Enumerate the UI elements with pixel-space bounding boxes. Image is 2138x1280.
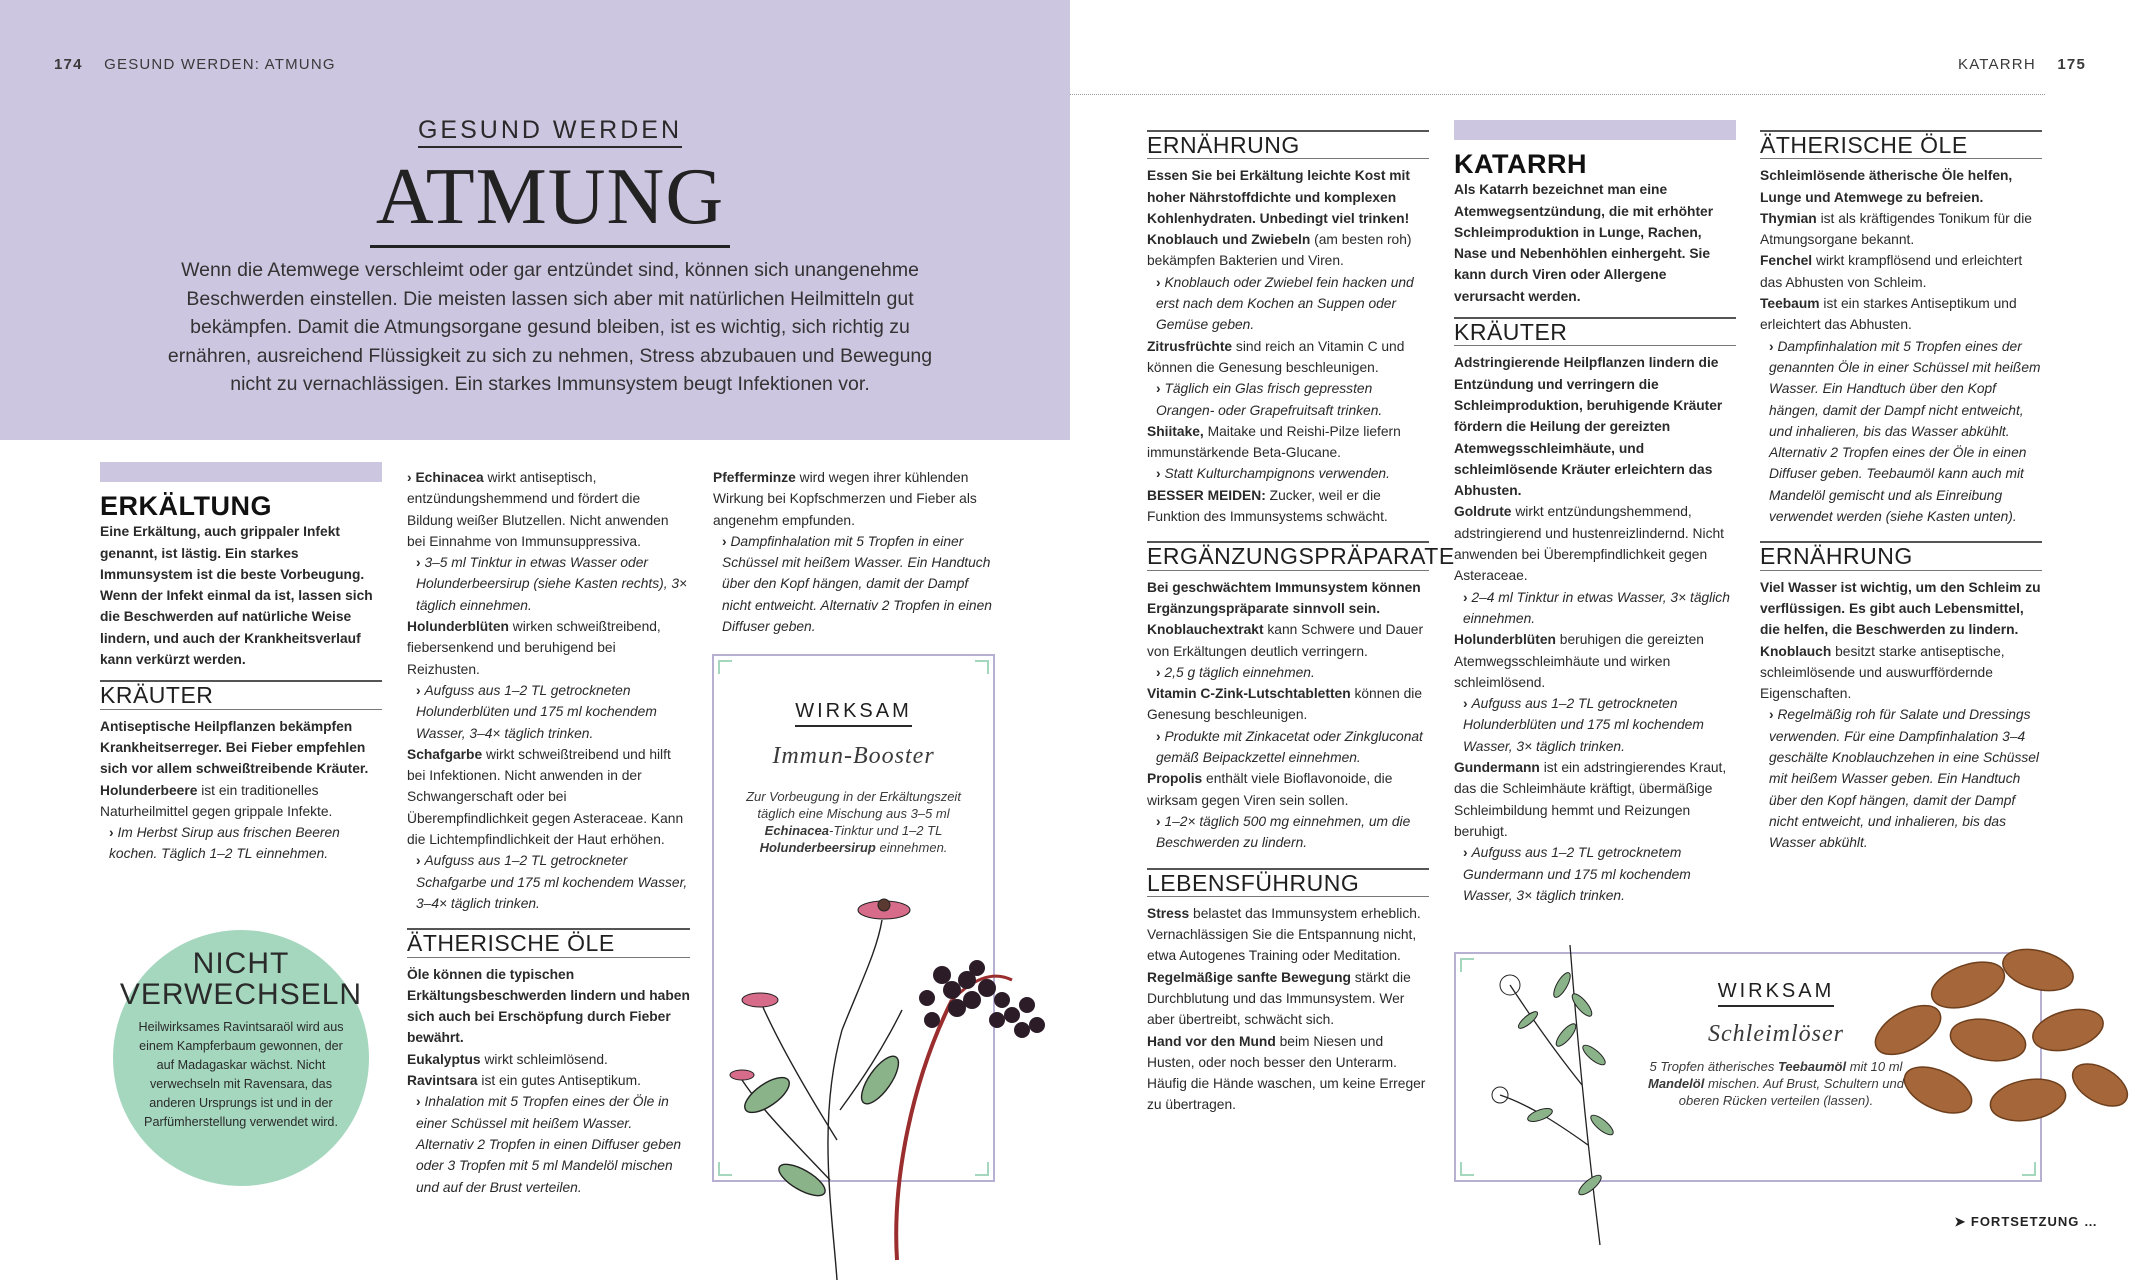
tip-schafgarbe: › Aufguss aus 1–2 TL getrockneter Schafgarbe und 175 ml kochendem Wasser, 3–4× täglich trinken. bbox=[407, 850, 690, 914]
katarrh-lavender-bar bbox=[1454, 120, 1736, 140]
right-running-title: KATARRH bbox=[1958, 56, 2036, 73]
ernaehrung-lead: Essen Sie bei Erkältung leichte Kost mit hoher Nährstoffdichte und komplexen Kohlenhydraten. Unbedingt viel trinken! bbox=[1147, 168, 1410, 226]
entry-echinacea: › Echinacea wirkt antiseptisch, entzündungshemmend und fördert die Bildung weißer Blutzellen. Nicht anwenden bei Einnahme von Immunsuppressiva. bbox=[407, 470, 669, 549]
column-4 bbox=[1147, 130, 1455, 1116]
tip-zitrusfruechte: › Täglich ein Glas frisch gepressten Orangen- oder Grapefruitsaft trinken. bbox=[1147, 378, 1429, 421]
entry-knoblauch: Knoblauch besitzt starke antiseptische, schleimlösende und auswurffördernde Eigenschaften. bbox=[1760, 643, 2005, 702]
entry-knoblauchextrakt: Knoblauchextrakt kann Schwere und Dauer von Erkältungen deutlich verringern. bbox=[1147, 622, 1424, 659]
subheading-kraeuter: KRÄUTER bbox=[100, 680, 382, 709]
entry-holunderbeere: Holunderbeere ist ein traditionelles Naturheilmittel gegen grippale Infekte. bbox=[100, 782, 333, 819]
callout-text: Heilwirksames Ravintsaraöl wird aus einem Kampferbaum gewonnen, der auf Madagaskar wächst. Nicht verwechseln mit Ravensara, das anderen Ursprungs ist und in der Parfümherstellung verwendet wird. bbox=[138, 1020, 344, 1129]
katarrh-oele-lead: Schleimlösende ätherische Öle helfen, Lunge und Atemwege zu befreien. bbox=[1760, 168, 2013, 205]
column-6 bbox=[1760, 130, 2042, 854]
tip-holunderblueten-katarrh: › Aufguss aus 1–2 TL getrockneten Holunderblüten und 175 ml kochendem Wasser, 3× täglich trinken. bbox=[1454, 693, 1736, 757]
box-title: WIRKSAM bbox=[714, 700, 993, 723]
kraeuter-lead: Antiseptische Heilpflanzen bekämpfen Krankheitserreger. Bei Fieber empfehlen sich vor allem schweißtreibende Kräuter. bbox=[100, 718, 369, 777]
oele-lead: Öle können die typischen Erkältungsbeschwerden lindern und haben sich auch bei Erschöpfung durch Fieber bewährt. bbox=[407, 966, 690, 1046]
pink-flower-heads bbox=[730, 899, 910, 1080]
nicht-verwechseln-callout bbox=[113, 930, 369, 1186]
entry-thymian: Thymian ist als kräftigendes Tonikum für die Atmungsorgane bekannt. bbox=[1760, 210, 2032, 248]
almonds-photo bbox=[1838, 940, 2138, 1140]
left-running-head bbox=[54, 56, 336, 73]
tip-vitamin-c-zink: › Produkte mit Zinkacetat oder Zinkgluconat gemäß Beipackzettel einnehmen. bbox=[1147, 726, 1429, 769]
entry-besser-meiden: BESSER MEIDEN: Zucker, weil er die Funktion des Immunsystems schwächt. bbox=[1147, 487, 1388, 525]
elder-illustration bbox=[712, 880, 1092, 1280]
callout-title: NICHT VERWECHSELN bbox=[119, 947, 363, 1011]
top-dotted-rule bbox=[1070, 94, 2045, 95]
column-2 bbox=[407, 467, 690, 1198]
column-erkaeltung bbox=[100, 462, 382, 865]
entry-pfefferminze: Pfefferminze wird wegen ihrer kühlenden Wirkung bei Kopfschmerzen und Fieber als angenehm empfunden. bbox=[713, 470, 977, 528]
hero-intro: Wenn die Atemwege verschleimt oder gar entzündet sind, können sich unangenehme Beschwerden einstellen. Die meisten lassen sich aber mit natürlichen Heilmitteln gut bekämpfen. Damit die Atmungsorgane gesund bleiben, ist es wichtig, sich richtig zu ernähren, ausreichend Flüssigkeit zu sich zu nehmen, Stress abzubauen und Bewegung nicht zu vernachlässigen. Ein starkes Immunsystem beugt Infektionen vor. bbox=[167, 259, 933, 395]
left-running-title: GESUND WERDEN: ATMUNG bbox=[104, 56, 336, 73]
entry-gundermann: Gundermann ist ein adstringierendes Kraut, das die Schleimhäute kräftigt, übermäßige Schleimbildung hemmt und Reizungen beruhigt. bbox=[1454, 760, 1727, 839]
box-text: Zur Vorbeugung in der Erkältungszeit täglich eine Mischung aus 3–5 ml Echinacea-Tinktur und 1–2 TL Holunderbeersirup einnehmen. bbox=[746, 789, 961, 855]
box2-text: 5 Tropfen ätherisches Teebaumöl mit 10 ml Mandelöl mischen. Auf Brust, Schultern und oberen Rücken verteilen (lassen). bbox=[1647, 1059, 1904, 1108]
subheading-aetherische-oele-katarrh: ÄTHERISCHE ÖLE bbox=[1760, 130, 2042, 159]
erkaeltung-intro: Eine Erkältung, auch grippaler Infekt genannt, ist lästig. Ein starkes Immunsystem ist die beste Vorbeugung. Wenn der Infekt einmal da ist, lassen sich die Beschwerden auf natürliche Weise lindern, und auch der Krankheitsverlauf kann verkürzt werden. bbox=[100, 524, 373, 668]
tip-propolis: › 1–2× täglich 500 mg einnehmen, um die Beschwerden zu lindern. bbox=[1147, 811, 1429, 854]
right-page-number: 175 bbox=[2057, 56, 2086, 73]
tip-pfefferminze: › Dampfinhalation mit 5 Tropfen in einer Schüssel mit heißem Wasser. Ein Handtuch über den Kopf hängen, damit der Dampf nicht entweicht. Alternativ 2 Tropfen in einen Diffuser geben. bbox=[713, 531, 996, 637]
entry-bewegung: Regelmäßige sanfte Bewegung stärkt die Durchblutung und das Immunsystem. Wer aber übertreibt, schwächt sich. bbox=[1147, 969, 1411, 1028]
tip-katarrh-oele: › Dampfinhalation mit 5 Tropfen eines der genannten Öle in einer Schüssel mit heißem Wasser. Ein Handtuch über den Kopf hängen, damit der Dampf nicht entweicht, und inhalieren, bis das Wasser abkühlt. Alternativ 2 Tropfen eines der Öle in einen Diffuser geben. Teebaumöl kann auch mit Mandelöl gemischt und als Einreibung verwendet werden (siehe Kasten unten). bbox=[1760, 336, 2042, 528]
entry-teebaum: Teebaum ist ein starkes Antiseptikum und erleichtert das Abhusten. bbox=[1760, 296, 2017, 333]
katarrh-intro: Als Katarrh bezeichnet man eine Atemwegsentzündung, die mit erhöhter Schleimproduktion in Lunge, Rachen, Nase und Nebenhöhlen einhergeht. Sie kann durch Viren oder Allergene verursacht werden. bbox=[1454, 182, 1714, 304]
entry-holunderblueten: Holunderblüten wirken schweißtreibend, fiebersenkend und beruhigend bei Reizhusten. bbox=[407, 619, 661, 677]
tip-knoblauchextrakt: › 2,5 g täglich einnehmen. bbox=[1147, 662, 1429, 683]
tip-echinacea: › 3–5 ml Tinktur in etwas Wasser oder Holunderbeersirup (siehe Kasten rechts), 3× täglich einnehmen. bbox=[407, 552, 690, 616]
entry-goldrute: Goldrute wirkt entzündungshemmend, adstringierend und hustenreizlindernd. Nicht anwenden bei Überempfindlichkeit gegen Asteraceae. bbox=[1454, 504, 1724, 584]
page-title: ATMUNG bbox=[0, 152, 1100, 243]
entry-schafgarbe: Schafgarbe wirkt schweißtreibend und hilft bei Infektionen. Nicht anwenden in der Schwangerschaft oder bei Überempfindlichkeit gegen Asteraceae. Kann die Lichtempfindlichkeit der Haut erhöhen. bbox=[407, 746, 684, 848]
left-page-number: 174 bbox=[54, 56, 83, 73]
entry-shiitake: Shiitake, Maitake und Reishi-Pilze liefern immunstärkende Beta-Glucane. bbox=[1147, 423, 1401, 461]
tip-goldrute: › 2–4 ml Tinktur in etwas Wasser, 3× täglich einnehmen. bbox=[1454, 587, 1736, 630]
right-running-head bbox=[1958, 56, 2086, 73]
entry-fenchel: Fenchel wirkt krampflösend und erleichtert das Abhusten von Schleim. bbox=[1760, 253, 2023, 290]
ergaenzung-lead: Bei geschwächtem Immunsystem können Ergänzungspräparate sinnvoll sein. bbox=[1147, 579, 1421, 616]
entry-holunderblueten-katarrh: Holunderblüten beruhigen die gereizten Atemwegsschleimhäute und wirken schleimlösend. bbox=[1454, 632, 1704, 690]
katarrh-ernaehrung-lead: Viel Wasser ist wichtig, um den Schleim zu verflüssigen. Es gibt auch Lebensmittel, die helfen, die Beschwerden zu lindern. bbox=[1760, 579, 2041, 638]
subheading-ernaehrung-katarrh: ERNÄHRUNG bbox=[1760, 541, 2042, 570]
echinacea-flower-drawing bbox=[739, 920, 905, 1280]
subheading-aetherische-oele: ÄTHERISCHE ÖLE bbox=[407, 928, 690, 957]
entry-hand-vor-mund: Hand vor den Mund beim Niesen und Husten, oder noch besser den Unterarm. Häufig die Hände waschen, um keine Erreger zu übertragen. bbox=[1147, 1033, 1426, 1113]
subheading-lebensfuehrung: LEBENSFÜHRUNG bbox=[1147, 868, 1429, 897]
entry-eukalyptus: Eukalyptus wirkt schleimlösend. bbox=[407, 1051, 608, 1067]
herb-sprig-illustration bbox=[1470, 925, 1670, 1255]
tip-holunderbeere: › Im Herbst Sirup aus frischen Beeren kochen. Täglich 1–2 TL einnehmen. bbox=[100, 822, 382, 865]
entry-stress: Stress belastet das Immunsystem erheblich. Vernachlässigen Sie die Entspannung nicht, etwa Autogenes Training oder Meditation. bbox=[1147, 905, 1421, 964]
box2-subtitle: Schleimlöser bbox=[1708, 1021, 1844, 1047]
entry-zitrusfruechte: Zitrusfrüchte sind reich an Vitamin C und können die Genesung beschleunigen. bbox=[1147, 338, 1405, 375]
katarrh-kraeuter-lead: Adstringierende Heilpflanzen lindern die Entzündung und verringern die Schleimproduktion, beruhigende Kräuter fördern die Heilung der gereizten Atemwegsschleimhäute, und schleimlösende Kräuter erleichtern das Abhusten. bbox=[1454, 355, 1723, 499]
subheading-kraeuter-katarrh: KRÄUTER bbox=[1454, 317, 1736, 346]
tip-knoblauch: › Regelmäßig roh für Salate und Dressings verwenden. Für eine Dampfinhalation 3–4 geschälte Knoblauchzehen in eine Schüssel mit heißem Wasser geben. Ein Handtuch über den Kopf hängen, damit der Dampf nicht entweicht, und inhalieren, bis das Wasser abkühlt. bbox=[1760, 704, 2042, 853]
tip-gundermann: › Aufguss aus 1–2 TL getrocknetem Gundermann und 175 ml kochendem Wasser, 3× täglich trinken. bbox=[1454, 842, 1736, 906]
column-katarrh bbox=[1454, 120, 1736, 906]
hero-kicker: GESUND WERDEN bbox=[0, 116, 1100, 145]
subheading-ergaenzungspraeparate: ERGÄNZUNGSPRÄPARATE bbox=[1147, 543, 1455, 570]
tip-oele: › Inhalation mit 5 Tropfen eines der Öle in einer Schüssel mit heißem Wasser. Alternativ 2 Tropfen in einen Diffuser geben oder 3 Tropfen mit 5 ml Mandelöl mischen und auf der Brust verteilen. bbox=[407, 1091, 690, 1197]
section-lavender-bar bbox=[100, 462, 382, 482]
tip-shiitake: › Statt Kulturchampignons verwenden. bbox=[1147, 463, 1429, 484]
entry-propolis: Propolis enthält viele Bioflavonoide, die wirksam gegen Viren sein sollen. bbox=[1147, 771, 1393, 808]
tip-knoblauch-zwiebeln: › Knoblauch oder Zwiebel fein hacken und erst nach dem Kochen an Suppen oder Gemüse geben. bbox=[1147, 272, 1429, 336]
entry-vitamin-c-zink: Vitamin C-Zink-Lutschtabletten können die Genesung beschleunigen. bbox=[1147, 686, 1422, 723]
section-heading-erkaeltung: ERKÄLTUNG bbox=[100, 491, 272, 521]
entry-knoblauch-zwiebeln: Knoblauch und Zwiebeln (am besten roh) bekämpfen Bakterien und Viren. bbox=[1147, 232, 1412, 269]
section-heading-katarrh: KATARRH bbox=[1454, 149, 1587, 179]
box2-title: WIRKSAM bbox=[1646, 980, 1906, 1003]
box-subtitle: Immun-Booster bbox=[772, 743, 935, 769]
tip-holunderblueten: › Aufguss aus 1–2 TL getrockneten Holunderblüten und 175 ml kochendem Wasser, 3–4× täglich trinken. bbox=[407, 680, 690, 744]
elderberry-cluster bbox=[896, 960, 1045, 1260]
continuation-link[interactable]: ➤ FORTSETZUNG … bbox=[1954, 1214, 2098, 1229]
column-3 bbox=[713, 467, 996, 637]
subheading-ernaehrung: ERNÄHRUNG bbox=[1147, 130, 1429, 159]
entry-ravintsara: Ravintsara ist ein gutes Antiseptikum. bbox=[407, 1073, 641, 1089]
